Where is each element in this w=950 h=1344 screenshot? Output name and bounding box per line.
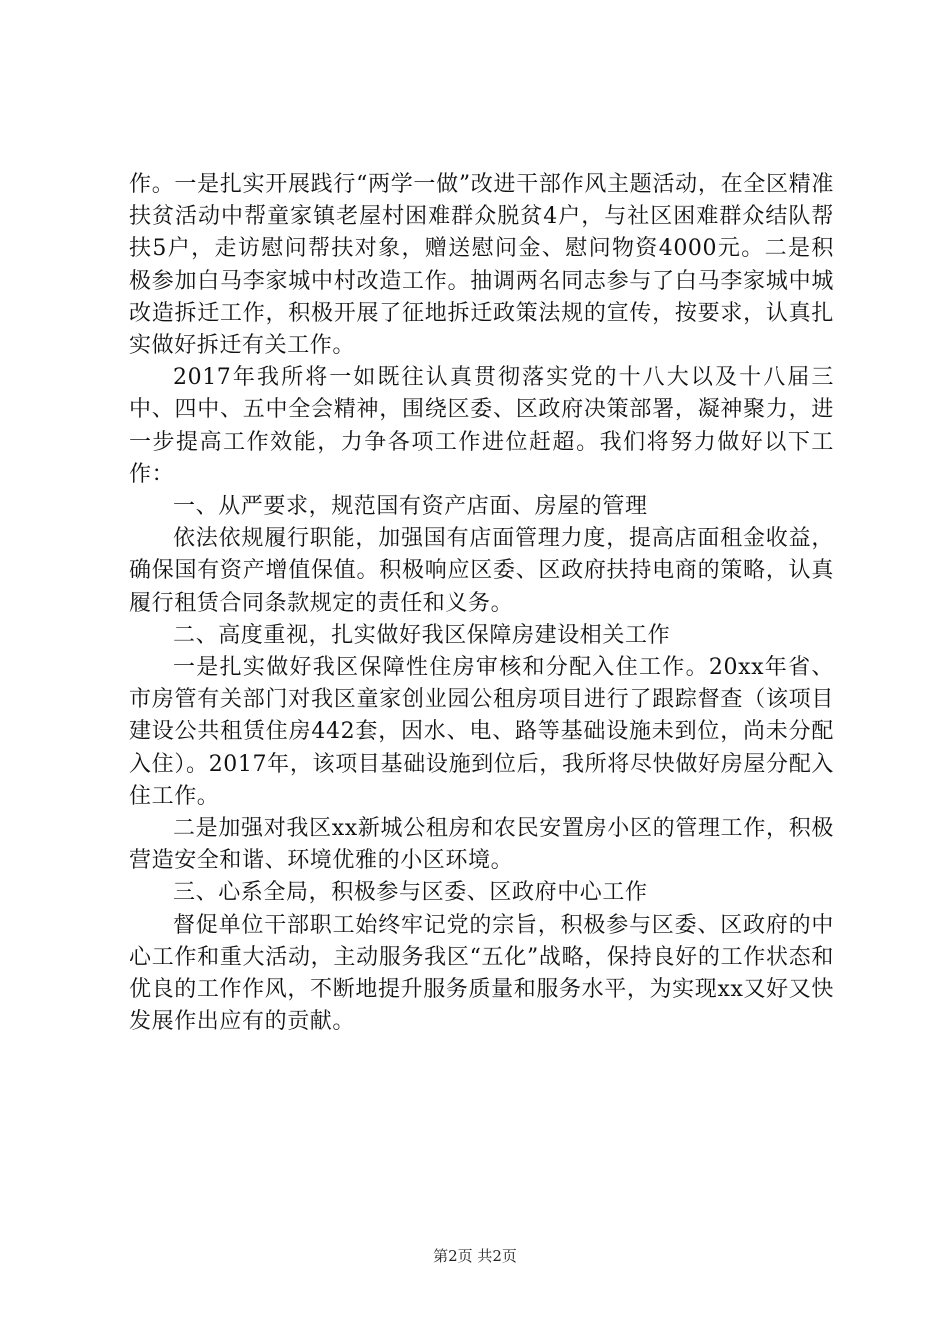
paragraph-section-2-item-1: 一是扎实做好我区保障性住房审核和分配入住工作。20xx年省、市房管有关部门对我区童家创业园公租房项目进行了跟踪督查（该项目建设公共租赁住房442套，因水、电、路等基础设施未到位，尚未分配入住）。2017年，该项目基础设施到位后，我所将尽快做好房屋分配入住工作。 xyxy=(129,655,834,809)
paragraph-plan-2017: 2017年我所将一如既往认真贯彻落实党的十八大以及十八届三中、四中、五中全会精神，围绕区委、区政府决策部署，凝神聚力，进一步提高工作效能，力争各项工作进位赶超。我们将努力做好以下工作： xyxy=(129,365,834,487)
heading-section-2: 二、高度重视，扎实做好我区保障房建设相关工作 xyxy=(173,622,671,648)
paragraph-section-3-body: 督促单位干部职工始终牢记党的宗旨，积极参与区委、区政府的中心工作和重大活动，主动服务我区“五化”战略，保持良好的工作状态和优良的工作作风，不断地提升服务质量和服务水平，为实现xx又好又快发展作出应有的贡献。 xyxy=(129,912,834,1035)
paragraph-continuation: 作。一是扎实开展践行“两学一做”改进干部作风主题活动，在全区精准扶贫活动中帮童家镇老屋村困难群众脱贫4户，与社区困难群众结队帮扶5户，走访慰问帮扶对象，赠送慰问金、慰问物资4000元。二是积极参加白马李家城中村改造工作。抽调两名同志参与了白马李家城中城改造拆迁工作，积极开展了征地拆迁政策法规的宣传，按要求，认真扎实做好拆迁有关工作。 xyxy=(129,172,834,359)
paragraph-section-2-item-2: 二是加强对我区xx新城公租房和农民安置房小区的管理工作，积极营造安全和谐、环境优雅的小区环境。 xyxy=(129,816,834,874)
heading-section-3: 三、心系全局，积极参与区委、区政府中心工作 xyxy=(173,880,648,906)
paragraph-section-1-body: 依法依规履行职能，加强国有店面管理力度，提高店面租金收益，确保国有资产增值保值。积极响应区委、区政府扶持电商的策略，认真履行租赁合同条款规定的责任和义务。 xyxy=(129,526,834,616)
heading-section-1: 一、从严要求，规范国有资产店面、房屋的管理 xyxy=(173,494,648,520)
page-number: 第2页 共2页 xyxy=(433,1247,517,1265)
document-body xyxy=(129,169,834,1038)
